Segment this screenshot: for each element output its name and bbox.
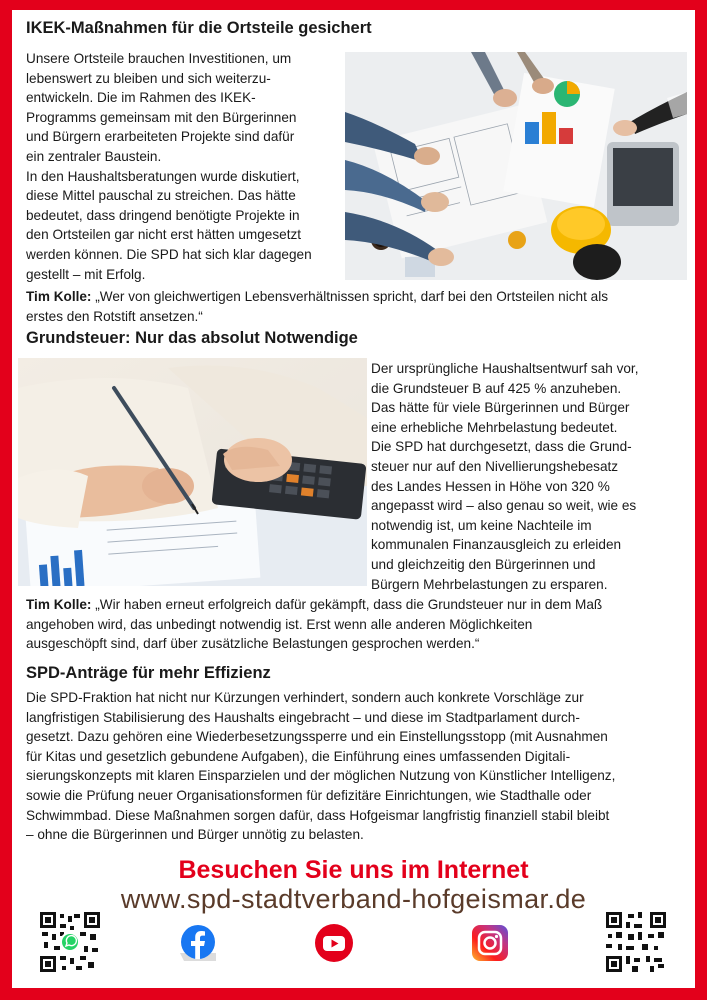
- grundsteuer-body: [371, 359, 693, 594]
- antraege-line: Die SPD-Fraktion hat nicht nur Kürzungen verhindert, sondern auch konkrete Vorschläge zur: [26, 690, 584, 705]
- antraege-heading: SPD-Anträge für mehr Effizienz: [26, 664, 271, 682]
- ikek-line: werden können. Die SPD hat sich klar dagegen: [26, 246, 312, 262]
- quote-speaker: Tim Kolle:: [26, 289, 92, 304]
- grundsteuer-line: und gleichzeitig den Bürgerinnen und: [371, 556, 596, 572]
- facebook-icon[interactable]: [178, 923, 218, 963]
- ikek-line: und Bürgern erarbeiteten Projekte sind dafür: [26, 129, 295, 145]
- calculator-photo: [18, 358, 367, 586]
- ikek-line: Unsere Ortsteile brauchen Investitionen, um: [26, 51, 292, 66]
- ikek-line: In den Haushaltsberatungen wurde diskutiert,: [26, 168, 300, 184]
- ikek-line: diese Mittel pauschal zu streichen. Das hätte: [26, 188, 296, 204]
- grundsteuer-quote-line: ausgeschöpft sind, darf über zusätzliche Belastungen gesprochen werden.“: [26, 636, 480, 652]
- grundsteuer-line: kommunalen Finanzausgleich zu erleiden: [371, 537, 622, 553]
- youtube-icon[interactable]: [314, 923, 354, 963]
- ikek-heading: IKEK-Maßnahmen für die Ortsteile gesichert: [26, 19, 372, 37]
- grundsteuer-quote-line: [26, 595, 686, 615]
- quote-text: „Wir haben erneut erfolgreich dafür gekämpft, dass die Grundsteuer nur in dem Maß: [91, 597, 603, 612]
- grundsteuer-line: notwendig ist, um keine Nachteile im: [371, 517, 592, 533]
- grundsteuer-quote-line: angehoben wird, das unbedingt notwendig ist. Erst wenn alle anderen Möglichkeiten: [26, 616, 533, 632]
- antraege-line: für Kitas und gesetzlich gebundene Aufgaben), die Einführung eines umfassenden Digitali-: [26, 748, 571, 764]
- website-qr-code[interactable]: [606, 912, 666, 972]
- antraege-line: gesetzt. Dazu gehören eine Wiederbesetzungssperre und ein Einstellungsstopp (mit Ausnahmen: [26, 729, 608, 745]
- grundsteuer-line: Der ursprüngliche Haushaltsentwurf sah vor,: [371, 361, 639, 376]
- flyer-page: [12, 10, 695, 988]
- grundsteuer-line: die Grundsteuer B auf 425 % anzuheben.: [371, 380, 622, 396]
- antraege-line: langfristigen Stabilisierung des Haushalts eingebracht – und diese im Stadtparlament durch-: [26, 709, 580, 725]
- grundsteuer-line: steuer nur auf den Nivellierungshebesatz: [371, 458, 619, 474]
- footer-title: Besuchen Sie uns im Internet: [178, 856, 529, 884]
- ikek-line: bedeutet, dass dringend benötigte Projekte in: [26, 207, 300, 223]
- planning-meeting-photo: [345, 52, 687, 280]
- antraege-line: sowie die Prüfung neuer Organisationsformen für defizitäre Einrichtungen, wie Stadthalle oder: [26, 787, 592, 803]
- grundsteuer-line: Das hätte für viele Bürgerinnen und Bürger: [371, 400, 630, 416]
- ikek-quote: [26, 287, 686, 326]
- ikek-line: Programms gemeinsam mit den Bürgerinnen: [26, 109, 297, 125]
- ikek-quote-line: erstes den Rotstift ansetzen.“: [26, 308, 203, 324]
- whatsapp-qr-code[interactable]: [40, 912, 100, 972]
- ikek-line: gestellt – mit Erfolg.: [26, 266, 146, 282]
- antraege-line: – ohne die Bürgerinnen und Bürger unnötig zu belasten.: [26, 827, 364, 843]
- grundsteuer-line: eine erhebliche Mehrbelastung bedeutet.: [371, 419, 618, 435]
- grundsteuer-heading: Grundsteuer: Nur das absolut Notwendige: [26, 329, 358, 347]
- antraege-body: [26, 688, 690, 845]
- antraege-line: Schwimmbad. Diese Maßnahmen sorgen dafür, dass Hofgeismar langfristig finanziell stabil bleibt: [26, 807, 610, 823]
- ikek-line: lebenswert zu bleiben und sich weiterzu-: [26, 70, 271, 86]
- quote-text: „Wer von gleichwertigen Lebensverhältnissen spricht, darf bei den Ortsteilen nicht als: [91, 289, 609, 304]
- ikek-body: [26, 49, 348, 284]
- grundsteuer-line: angepasst wird – also genau so weit, wie es: [371, 498, 637, 514]
- grundsteuer-line: Bürgern Mehrbelastungen zu ersparen.: [371, 576, 608, 592]
- ikek-line: entwickeln. Die im Rahmen des IKEK-: [26, 90, 256, 106]
- grundsteuer-line: des Landes Hessen in Höhe von 320 %: [371, 478, 610, 494]
- website-link[interactable]: www.spd-stadtverband-hofgeismar.de: [120, 884, 587, 914]
- ikek-line: den Ortsteilen gar nicht erst hätten umgesetzt: [26, 227, 302, 243]
- grundsteuer-quote: [26, 595, 686, 654]
- grundsteuer-line: Die SPD hat durchgesetzt, dass die Grund-: [371, 439, 632, 455]
- instagram-icon[interactable]: [470, 923, 510, 963]
- ikek-quote-line: [26, 287, 686, 307]
- antraege-line: sierungskonzepts mit klaren Einsparzielen und der möglichen Nutzung von Künstlicher Intelligenz,: [26, 768, 616, 784]
- ikek-line: ein zentraler Baustein.: [26, 148, 162, 164]
- quote-speaker: Tim Kolle:: [26, 597, 92, 612]
